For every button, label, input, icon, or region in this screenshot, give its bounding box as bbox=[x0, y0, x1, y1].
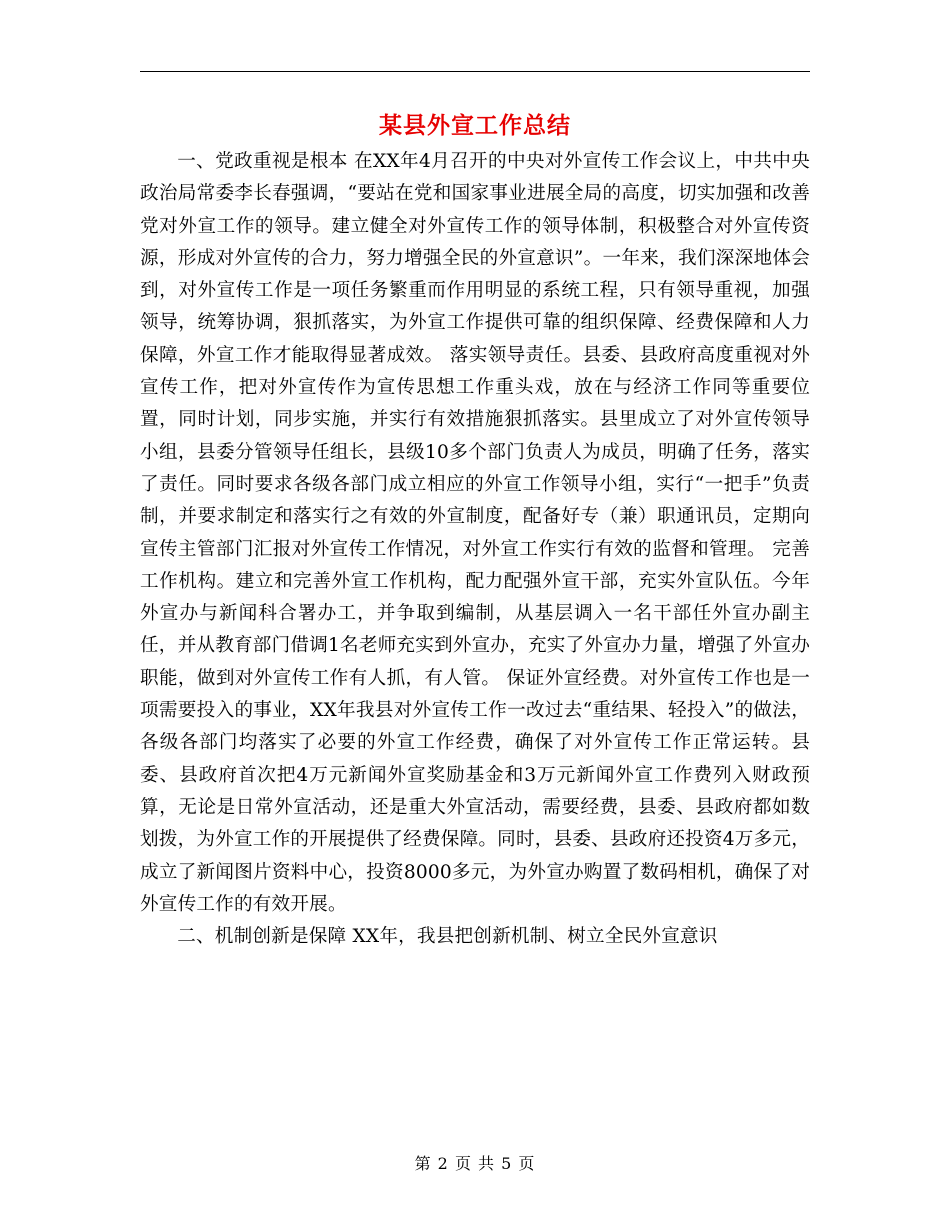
header-rule bbox=[140, 71, 810, 72]
paragraph-2: 二、机制创新是保障 XX年，我县把创新机制、树立全民外宣意识 bbox=[177, 926, 718, 948]
document-body bbox=[140, 146, 810, 953]
document-title: 某县外宣工作总结 bbox=[379, 112, 571, 139]
paragraph-1: 一、党政重视是根本 在XX年4月召开的中央对外宣传工作会议上，中共中央政治局常委李长春强调，“要站在党和国家事业进展全局的高度，切实加强和改善党对外宣工作的领导。建立健全对外宣传工作的领导体制，积极整合对外宣传资源，形成对外宣传的合力，努力增强全民的外宣意识”。一年来，我们深深地体会到，对外宣传工作是一项任务繁重而作用明显的系统工程，只有领导重视，加强领导，统筹协调，狠抓落实，为外宣工作提供可靠的组织保障、经费保障和人力保障，外宣工作才能取得显著成效。 落实领导责任。县委、县政府高度重视对外宣传工作，把对外宣传作为宣传思想工作重头戏，放在与经济工作同等重要位置，同时计划，同步实施，并实行有效措施狠抓落实。县里成立了对外宣传领导小组，县委分管领导任组长，县级10多个部门负责人为成员，明确了任务，落实了责任。同时要求各级各部门成立相应的外宣工作领导小组，实行“一把手”负责制，并要求制定和落实行之有效的外宣制度，配备好专（兼）职通讯员，定期向宣传主管部门汇报对外宣传工作情况，对外宣工作实行有效的监督和管理。 完善工作机构。建立和完善外宣工作机构，配力配强外宣干部，充实外宣队伍。今年外宣办与新闻科合署办工，并争取到编制，从基层调入一名干部任外宣办副主任，并从教育部门借调1名老师充实到外宣办，充实了外宣办力量，增强了外宣办职能，做到对外宣传工作有人抓，有人管。 保证外宣经费。对外宣传工作也是一项需要投入的事业，XX年我县对外宣传工作一改过去“重结果、轻投入”的做法，各级各部门均落实了必要的外宣工作经费，确保了对外宣传工作正常运转。县委、县政府首次把4万元新闻外宣奖励基金和3万元新闻外宣工作费列入财政预算，无论是日常外宣活动，还是重大外宣活动，需要经费，县委、县政府都如数划拨，为外宣工作的开展提供了经费保障。同时，县委、县政府还投资4万多元，成立了新闻图片资料中心，投资8000多元，为外宣办购置了数码相机，确保了对外宣传工作的有效开展。 bbox=[140, 151, 810, 915]
page-number: 第 2 页 共 5 页 bbox=[414, 1154, 536, 1173]
